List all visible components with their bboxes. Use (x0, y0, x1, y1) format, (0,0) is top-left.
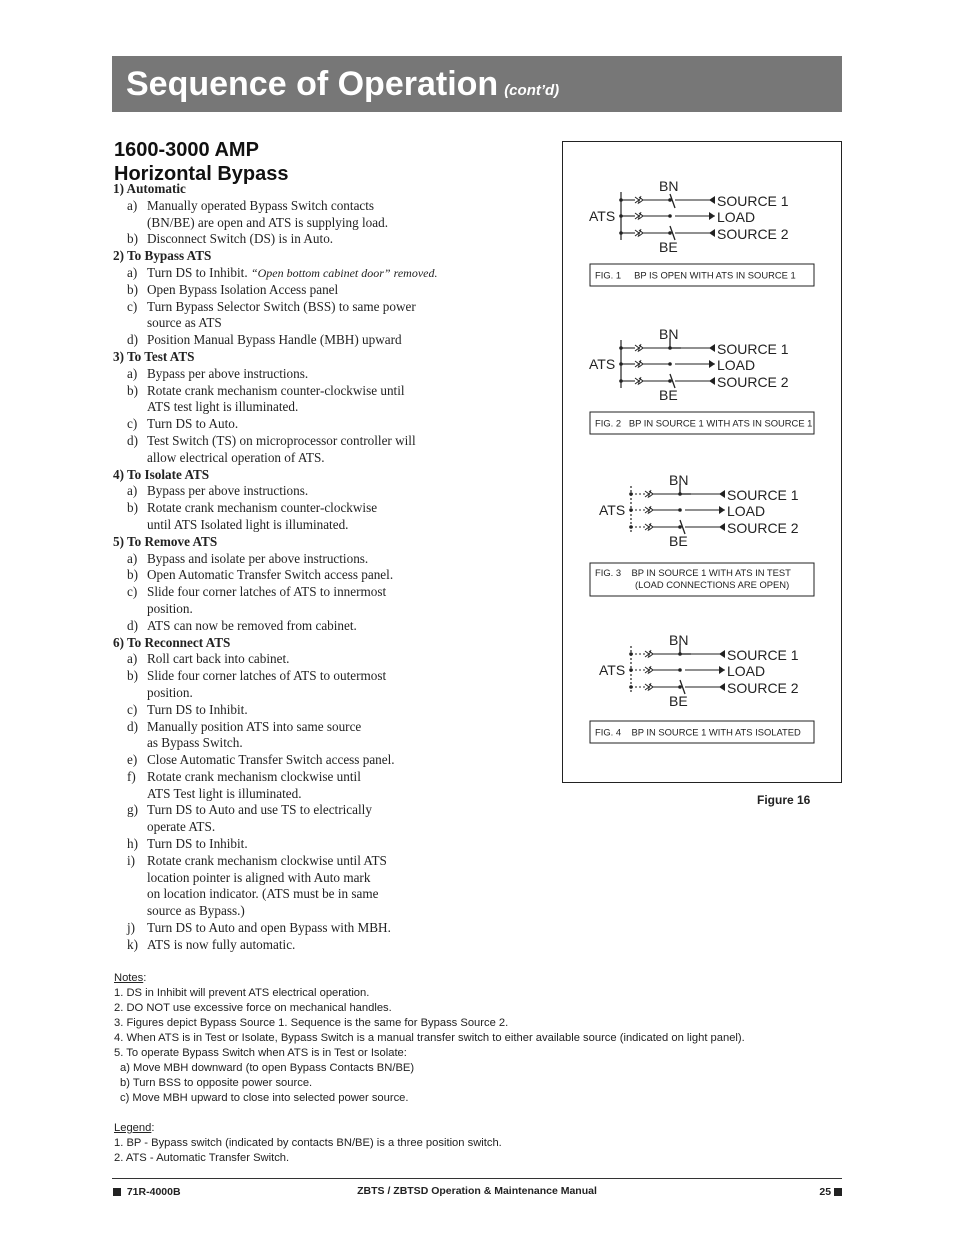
bypass-figure-1 (589, 178, 789, 255)
step-item-text: Bypass per above instructions. (147, 483, 309, 499)
step-item-letter: g) (127, 802, 138, 818)
step-item-text: Turn DS to Inhibit. (147, 264, 248, 280)
ats-label: ATS (589, 208, 616, 224)
source1-label: SOURCE 1 (727, 647, 799, 663)
page-title (126, 65, 559, 104)
step-item-letter: a) (127, 365, 138, 381)
source2-label: SOURCE 2 (717, 374, 789, 390)
step-item-text: Turn DS to Inhibit. (147, 836, 248, 852)
step-item-text: (BN/BE) are open and ATS is supplying load. (147, 214, 389, 230)
step-item (113, 265, 543, 282)
note-item: 5. To operate Bypass Switch when ATS is in Test or Isolate: (114, 1047, 407, 1059)
section-title (114, 138, 288, 186)
bypass-figure-3 (599, 472, 799, 549)
step-item-letter: d) (127, 617, 138, 633)
load-label: LOAD (727, 663, 766, 679)
step-item (113, 299, 543, 333)
legend-item: 1. BP - Bypass switch (indicated by contacts BN/BE) is a three position switch. (114, 1137, 502, 1149)
step-item-text: ATS test light is illuminated. (147, 399, 299, 415)
figure-caption: FIG. 2 BP IN SOURCE 1 WITH ATS IN SOURCE 1 (595, 417, 813, 429)
be-label: BE (659, 387, 678, 403)
step-heading: 6) To Reconnect ATS (113, 634, 231, 650)
step-item (113, 332, 543, 349)
step-item-text: until ATS Isolated light is illuminated. (147, 516, 349, 532)
ats-label: ATS (599, 662, 626, 678)
step-item-text: Manually position ATS into same source (147, 718, 362, 734)
step-item-line (147, 769, 543, 786)
step-item-text: Open Bypass Isolation Access panel (147, 281, 339, 297)
step-item-letter: h) (127, 836, 138, 852)
bn-label: BN (669, 472, 689, 488)
step-heading: 2) To Bypass ATS (113, 248, 212, 264)
step-item-line (147, 332, 543, 349)
step-item (113, 551, 543, 568)
step-item (113, 853, 543, 920)
source-arrow-icon (709, 344, 715, 352)
step-item-text: ATS is now fully automatic. (147, 936, 296, 952)
step-item-text: position. (147, 600, 193, 616)
note-subitem: a) Move MBH downward (to open Bypass Contacts BN/BE) (120, 1062, 415, 1074)
step-item-line (147, 500, 543, 517)
step-item-text: Bypass per above instructions. (147, 365, 309, 381)
header-banner (112, 56, 842, 112)
bn-label: BN (659, 178, 679, 194)
step-item (113, 584, 543, 618)
note-subitem: c) Move MBH upward to close into selected power source. (120, 1092, 409, 1104)
ats-label: ATS (589, 356, 616, 372)
step-item-text: Position Manual Bypass Handle (MBH) upward (147, 332, 402, 348)
step-heading: 4) To Isolate ATS (113, 466, 210, 482)
step-item (113, 836, 543, 853)
footer-rule (112, 1178, 842, 1179)
step-item-text: Slide four corner latches of ATS to innermost (147, 584, 387, 600)
source-arrow-icon (709, 229, 715, 237)
step-heading: 1) Automatic (113, 181, 186, 196)
step-item-letter: d) (127, 432, 138, 448)
step-item-text: Turn DS to Auto and use TS to electrically (147, 802, 372, 818)
step-item-letter: d) (127, 332, 138, 348)
step-item-line (147, 903, 543, 920)
be-label: BE (669, 533, 688, 549)
step-item-line (147, 450, 543, 467)
note-item: 4. When ATS is in Test or Isolate, Bypass Switch is a manual transfer switch to either available source (indicated on light panel). (114, 1032, 745, 1044)
bn-label: BN (659, 326, 679, 342)
step-item-letter: a) (127, 483, 138, 499)
bypass-diagram-panel (562, 141, 842, 783)
step-item-text: Rotate crank mechanism counter-clockwise until (147, 382, 405, 398)
note-item: 1. DS in Inhibit will prevent ATS electrical operation. (114, 987, 370, 999)
step-item-line (147, 315, 543, 332)
step-item-text: Roll cart back into cabinet. (147, 651, 290, 667)
contact-node (678, 668, 682, 672)
notes-section: Notes: 1. DS in Inhibit will prevent ATS electrical operation. 2. DO NOT use excessive force on mechanical handles. 3. Figures depict Bypass Source 1. Sequence is the same for Bypass Source 2. 4. When ATS is in Test or Isolate, Bypass Switch is a manual transfer switch to either available source (indicated on light panel). 5. To operate Bypass Switch when ATS is in Test or Isolate: a) Move MBH downward (to open Bypass Contacts BN/BE) b) Turn BSS to opposite power source. c) Move MBH upward to close into selected power source. Legend: 1. BP - Bypass switch (indicated by contacts BN/BE) is a three position switch. 2. ATS - Automatic Transfer Switch. (114, 971, 844, 1166)
step-item (113, 802, 543, 836)
step-item-line (147, 853, 543, 870)
source-arrow-icon (719, 490, 725, 498)
page-title-text: Sequence of Operation (126, 65, 499, 103)
step-item-line (147, 517, 543, 534)
note-item: 3. Figures depict Bypass Source 1. Sequence is the same for Bypass Source 2. (114, 1017, 509, 1029)
step-item-letter: k) (127, 936, 138, 952)
load-arrow-icon (719, 666, 725, 674)
source1-label: SOURCE 1 (717, 341, 789, 357)
step-item (113, 500, 543, 534)
step-item-line (147, 433, 543, 450)
step-item-line (147, 685, 543, 702)
source2-label: SOURCE 2 (727, 520, 799, 536)
step-item-letter: b) (127, 382, 138, 398)
footer-manual-title: ZBTS / ZBTSD Operation & Maintenance Manual (357, 1185, 597, 1197)
load-label: LOAD (717, 209, 756, 225)
step-item (113, 366, 543, 383)
step-item-letter: b) (127, 668, 138, 684)
contact-node (678, 525, 682, 529)
step-item-line (147, 886, 543, 903)
step-item (113, 937, 543, 954)
step-item-text: on location indicator. (ATS must be in same (147, 886, 379, 902)
section-title-line-2: Horizontal Bypass (114, 163, 289, 185)
step-item-text: source as Bypass.) (147, 903, 245, 919)
figure-caption: FIG. 4 BP IN SOURCE 1 WITH ATS ISOLATED (595, 726, 801, 738)
step-item-text: Test Switch (TS) on microprocessor controller will (147, 432, 416, 448)
step-item-text: Rotate crank mechanism clockwise until (147, 768, 361, 784)
step-item-line (147, 668, 543, 685)
step-item (113, 483, 543, 500)
step-item (113, 198, 543, 232)
load-label: LOAD (727, 503, 766, 519)
step-item-text: location pointer is aligned with Auto mark (147, 869, 371, 885)
step-item-text: Open Automatic Transfer Switch access panel. (147, 567, 394, 583)
step-item-text: ATS can now be removed from cabinet. (147, 617, 357, 633)
step-item-text: allow electrical operation of ATS. (147, 449, 325, 465)
step-item-letter: d) (127, 718, 138, 734)
step-item (113, 668, 543, 702)
note-item: 2. DO NOT use excessive force on mechanical handles. (114, 1002, 392, 1014)
step-item-line (147, 937, 543, 954)
contact-node (678, 685, 682, 689)
figure-caption: FIG. 3 BP IN SOURCE 1 WITH ATS IN TEST (595, 567, 791, 578)
step-item-line (147, 265, 543, 282)
step-item-letter: b) (127, 500, 138, 516)
step-item-line (147, 215, 543, 232)
step-item-letter: a) (127, 550, 138, 566)
step-item-text: Turn DS to Auto and open Bypass with MBH. (147, 920, 391, 936)
ats-label: ATS (599, 502, 626, 518)
source2-label: SOURCE 2 (717, 226, 789, 242)
bn-label: BN (669, 632, 689, 648)
step-item-text: Manually operated Bypass Switch contacts (147, 197, 375, 213)
step-item-text: position. (147, 684, 193, 700)
load-arrow-icon (709, 212, 715, 220)
footer-square-icon (834, 1188, 842, 1196)
step-item-text: Close Automatic Transfer Switch access panel. (147, 752, 395, 768)
source-arrow-icon (719, 523, 725, 531)
step-item (113, 383, 543, 417)
step-item-line (147, 601, 543, 618)
step-item-text: as Bypass Switch. (147, 735, 243, 751)
step-item-text: Rotate crank mechanism clockwise until ATS (147, 852, 387, 868)
step-item (113, 920, 543, 937)
step-item-text: Turn DS to Inhibit. (147, 701, 248, 717)
step-item-line (147, 786, 543, 803)
section-title-line-1: 1600-3000 AMP (114, 139, 259, 161)
contact-node (668, 214, 672, 218)
source-arrow-icon (709, 196, 715, 204)
contact-node (668, 362, 672, 366)
figure-caption: FIG. 1 BP IS OPEN WITH ATS IN SOURCE 1 (595, 269, 796, 281)
source2-label: SOURCE 2 (727, 680, 799, 696)
step-item-letter: c) (127, 298, 138, 314)
notes-heading: Notes (114, 972, 144, 984)
step-item-text: Turn DS to Auto. (147, 416, 239, 432)
step-item-letter: a) (127, 197, 138, 213)
step-item-text: source as ATS (147, 315, 222, 331)
step-item (113, 651, 543, 668)
step-item-text: Rotate crank mechanism counter-clockwise (147, 500, 378, 516)
step-item-letter: c) (127, 701, 138, 717)
be-label: BE (669, 693, 688, 709)
legend-item: 2. ATS - Automatic Transfer Switch. (114, 1152, 290, 1164)
step-item-line (147, 752, 543, 769)
note-subitem: b) Turn BSS to opposite power source. (120, 1077, 313, 1089)
load-arrow-icon (719, 506, 725, 514)
page-subtitle: (cont’d) (504, 82, 560, 99)
step-item-text: Slide four corner latches of ATS to outermost (147, 668, 387, 684)
step-item-text: Disconnect Switch (DS) is in Auto. (147, 231, 334, 247)
step-item (113, 752, 543, 769)
procedure-steps (113, 181, 543, 954)
step-item-line (147, 870, 543, 887)
figure-label: Figure 16 (757, 793, 811, 807)
source-arrow-icon (709, 377, 715, 385)
load-label: LOAD (717, 357, 756, 373)
step-heading: 3) To Test ATS (113, 348, 195, 364)
step-item-line (147, 483, 543, 500)
step-item-line (147, 584, 543, 601)
step-item-line (147, 567, 543, 584)
step-item (113, 702, 543, 719)
step-item-line (147, 651, 543, 668)
notes-sublist (114, 1061, 844, 1106)
step-item-letter: c) (127, 584, 138, 600)
figure-caption-line-2: (LOAD CONNECTIONS ARE OPEN) (635, 579, 790, 590)
step-item (113, 282, 543, 299)
load-arrow-icon (709, 360, 715, 368)
bypass-figure-2 (589, 326, 789, 403)
step-item-letter: i) (127, 852, 136, 868)
step-item-letter: a) (127, 651, 138, 667)
step-item (113, 719, 543, 753)
step-item-line (147, 383, 543, 400)
legend-list (114, 1136, 844, 1166)
step-item (113, 618, 543, 635)
step-item (113, 231, 543, 248)
step-item-text: Turn Bypass Selector Switch (BSS) to same power (147, 298, 416, 314)
step-item-letter: b) (127, 281, 138, 297)
step-item-line (147, 618, 543, 635)
step-item-letter: b) (127, 567, 138, 583)
step-item-letter: a) (127, 264, 138, 280)
step-item-line (147, 719, 543, 736)
step-item-line (147, 416, 543, 433)
step-item-line (147, 702, 543, 719)
step-item-line (147, 920, 543, 937)
source1-label: SOURCE 1 (717, 193, 789, 209)
step-item-letter: b) (127, 231, 138, 247)
step-item-line (147, 802, 543, 819)
step-item-letter: f) (127, 768, 136, 784)
step-item-letter: c) (127, 416, 138, 432)
step-item-line (147, 282, 543, 299)
step-item (113, 416, 543, 433)
source-arrow-icon (719, 683, 725, 691)
step-item-text: ATS Test light is illuminated. (147, 785, 302, 801)
contact-node (668, 231, 672, 235)
step-item-text: Bypass and isolate per above instructions. (147, 550, 369, 566)
step-item-line (147, 836, 543, 853)
contact-node (668, 379, 672, 383)
step-item-line (147, 735, 543, 752)
step-item-line (147, 819, 543, 836)
footer-page-number (819, 1186, 842, 1198)
notes-list (114, 986, 844, 1061)
step-item (113, 433, 543, 467)
be-label: BE (659, 239, 678, 255)
source1-label: SOURCE 1 (727, 487, 799, 503)
page-number: 25 (819, 1186, 832, 1198)
step-item-line (147, 551, 543, 568)
step-item (113, 567, 543, 584)
step-item-line (147, 198, 543, 215)
step-item-line (147, 366, 543, 383)
step-item-note: “Open bottom cabinet door” removed. (250, 265, 438, 280)
step-item-letter: e) (127, 752, 138, 768)
step-item (113, 769, 543, 803)
bypass-figure-4 (599, 632, 799, 709)
step-item-text: operate ATS. (147, 819, 216, 835)
step-item-line (147, 231, 543, 248)
contact-node (678, 508, 682, 512)
legend-heading: Legend (114, 1122, 152, 1134)
step-item-line (147, 399, 543, 416)
step-item-letter: j) (127, 920, 136, 936)
step-heading: 5) To Remove ATS (113, 533, 218, 549)
step-item-line (147, 299, 543, 316)
source-arrow-icon (719, 650, 725, 658)
doc-number: 71R-4000B (126, 1186, 181, 1198)
bypass-diagrams (563, 142, 841, 782)
